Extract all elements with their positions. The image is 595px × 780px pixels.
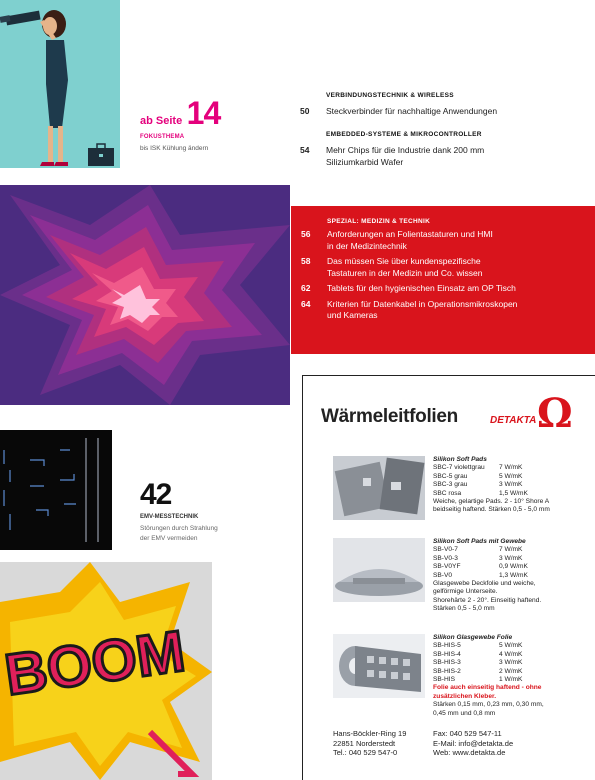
product-glass-fabric-foil	[333, 634, 593, 724]
spec-row	[433, 563, 593, 571]
spec-row	[433, 464, 593, 472]
toc-entry[interactable]	[301, 299, 585, 322]
spec-row	[433, 572, 593, 580]
toc-page-number: 56	[301, 229, 311, 239]
toc-entry[interactable]	[301, 256, 585, 279]
spec-value: 1,3 W/mK	[499, 571, 528, 579]
spec-code: SBC-7 violettgrau	[433, 464, 485, 472]
spec-row	[433, 676, 593, 684]
product-description: Shorehärte 2 - 20°. Einseitig haftend.	[433, 596, 542, 604]
spec-code: SB-HIS-4	[433, 650, 461, 658]
address-line: Tel.: 040 529 547-0	[333, 748, 398, 757]
spec-row	[433, 490, 593, 498]
toc-entry-text: Steckverbinder für nachhaltige Anwendungen	[326, 106, 498, 116]
product-soft-pads	[333, 456, 593, 524]
spec-code: SB-V0-7	[433, 546, 458, 554]
spec-code: SB-HIS-2	[433, 667, 461, 675]
toc-section-heading: VERBINDUNGSTECHNIK & WIRELESS	[326, 92, 454, 99]
product-info	[433, 456, 593, 515]
oscilloscope-artwork	[0, 430, 112, 550]
spec-code: SBC rosa	[433, 489, 462, 497]
table-of-contents	[300, 92, 595, 182]
paper-star-artwork	[0, 185, 290, 405]
toc-page-number: 58	[301, 256, 311, 266]
teaser-subtitle-line: Störungen durch Strahlung	[140, 525, 218, 532]
star-layers-illustration	[0, 185, 290, 405]
spec-row	[433, 668, 593, 676]
teaser-heading: FOKUSTHEMA	[140, 134, 185, 140]
toc-entry-line: Das müssen Sie über kundenspezifische	[327, 256, 481, 266]
product-description: gelförmige Unterseite.	[433, 588, 498, 596]
toc-page-number: 54	[300, 145, 310, 155]
ad-brand-logo: DETAKTA	[490, 415, 537, 426]
toc-entry-text	[327, 229, 585, 252]
toc-section-heading: EMBEDDED-SYSTEME & MIKROCONTROLLER	[326, 131, 482, 138]
spec-code: SB-HIS-3	[433, 659, 461, 667]
spec-code: SBC-5 grau	[433, 472, 468, 480]
spec-row	[433, 546, 593, 554]
foil-roll-photo	[333, 634, 425, 698]
toc-page-number: 62	[301, 283, 311, 293]
toc-entry[interactable]	[301, 283, 585, 295]
fax-line: Fax: 040 529 547-11	[433, 729, 502, 738]
boom-illustration	[0, 562, 212, 780]
toc-entry-line: in der Medizintechnik	[327, 240, 407, 251]
teaser-subtitle: bis ISK Kühlung ändern	[140, 145, 209, 152]
toc-entry-text	[327, 299, 585, 322]
spec-row	[433, 555, 593, 563]
toc-entry[interactable]	[300, 105, 595, 117]
ad-title: Wärmeleitfolien	[321, 406, 458, 427]
spec-row	[433, 642, 593, 650]
toc-entry-text	[327, 256, 585, 279]
spec-value: 2 W/mK	[499, 667, 523, 675]
spec-value: 7 W/mK	[499, 464, 523, 472]
emv-signal-illustration	[0, 430, 112, 550]
spec-value: 0,9 W/mK	[499, 563, 528, 571]
comic-boom-artwork	[0, 562, 212, 780]
spec-value: 7 W/mK	[499, 546, 523, 554]
fabric-pads-photo	[333, 538, 425, 602]
spec-value: 3 W/mK	[499, 659, 523, 667]
toc-entry-line: und Kameras	[327, 310, 378, 320]
spec-row	[433, 473, 593, 481]
teaser-focus[interactable]	[140, 95, 290, 152]
product-description: 0,45 mm und 0,8 mm	[433, 709, 496, 717]
product-name: Silikon Soft Pads	[433, 456, 487, 463]
teaser-subtitle	[140, 524, 290, 544]
toc-special-medical	[291, 206, 595, 354]
teaser-page-number: 14	[186, 95, 221, 131]
website-link[interactable]: Web: www.detakta.de	[433, 748, 506, 757]
toc-section-embedded	[300, 131, 595, 168]
product-name: Silikon Soft Pads mit Gewebe	[433, 538, 526, 545]
toc-page-number: 50	[300, 106, 310, 116]
product-name: Silikon Glasgewebe Folie	[433, 634, 513, 641]
telescope-woman-illustration	[0, 0, 120, 185]
soft-pads-photo	[333, 456, 425, 520]
teaser-subtitle-line: der EMV vermeiden	[140, 535, 198, 542]
toc-page-number: 64	[301, 298, 311, 309]
spec-row	[433, 651, 593, 659]
omega-logo-icon: Ω	[537, 390, 573, 437]
spec-value: 4 W/mK	[499, 650, 523, 658]
toc-entry-line: Siliziumkarbid Wafer	[326, 157, 404, 167]
spec-value: 1,5 W/mK	[499, 489, 528, 497]
toc-entry-line: Anforderungen an Folientastaturen und HMI	[327, 229, 493, 239]
address-line: Hans-Böckler-Ring 19	[333, 729, 407, 738]
email-link[interactable]: E-Mail: info@detakta.de	[433, 738, 514, 748]
toc-entry-text	[326, 144, 595, 168]
product-highlight: zusätzlichen Kleber.	[433, 692, 497, 700]
product-description: Weiche, gelartige Pads. 2 - 10° Shore A	[433, 498, 550, 506]
toc-section-connectivity	[300, 92, 595, 117]
hero-illustration	[0, 0, 120, 185]
ad-contact	[433, 729, 513, 758]
spec-row	[433, 659, 593, 667]
product-description: beidseitig haftend. Stärken 0,5 - 5,0 mm	[433, 506, 550, 514]
spec-code: SBC-3 grau	[433, 481, 468, 489]
toc-entry[interactable]	[300, 144, 595, 168]
ad-address	[333, 729, 406, 758]
address-line: 22851 Norderstedt	[333, 738, 396, 748]
teaser-page-number: 42	[140, 478, 172, 511]
spec-value: 3 W/mK	[499, 481, 523, 489]
spec-code: SB-V0	[433, 571, 453, 579]
product-description: Stärken 0,5 - 5,0 mm	[433, 605, 495, 613]
toc-entry-line: Tastaturen in der Medizin und Co. wissen	[327, 267, 483, 278]
spec-value: 3 W/mK	[499, 554, 523, 562]
boom-word: BOOM	[1, 618, 189, 708]
product-info	[433, 538, 593, 614]
spec-code: SB-HIS	[433, 676, 455, 684]
product-info	[433, 634, 593, 718]
teaser-heading: EMV-MESSTECHNIK	[140, 514, 199, 520]
toc-entry[interactable]	[301, 229, 585, 252]
spec-value: 5 W/mK	[499, 642, 523, 650]
product-highlight: Folie auch einseitig haftend - ohne	[433, 684, 542, 692]
teaser-prefix: ab Seite	[140, 115, 183, 127]
toc-entry-text: Tablets für den hygienischen Einsatz am OP Tisch	[327, 283, 516, 293]
spec-value: 1 W/mK	[499, 676, 523, 684]
spec-code: SB-V0YF	[433, 563, 461, 571]
product-description: Stärken 0,15 mm, 0,23 mm, 0,30 mm,	[433, 701, 544, 709]
spec-value: 5 W/mK	[499, 472, 523, 480]
spec-row	[433, 481, 593, 489]
toc-entry-line: Kriterien für Datenkabel in Operationsmikroskopen	[327, 298, 518, 309]
product-description: Glasgewebe Deckfolie und weiche,	[433, 580, 536, 588]
product-soft-pads-fabric	[333, 538, 593, 618]
teaser-emv[interactable]	[140, 478, 290, 544]
toc-section-heading: SPEZIAL: MEDIZIN & TECHNIK	[327, 218, 431, 225]
spec-code: SB-V0-3	[433, 554, 458, 562]
spec-code: SB-HIS-5	[433, 642, 461, 650]
detakta-advertisement[interactable]	[302, 375, 595, 780]
toc-entry-line: Mehr Chips für die Industrie dank 200 mm	[326, 145, 485, 155]
